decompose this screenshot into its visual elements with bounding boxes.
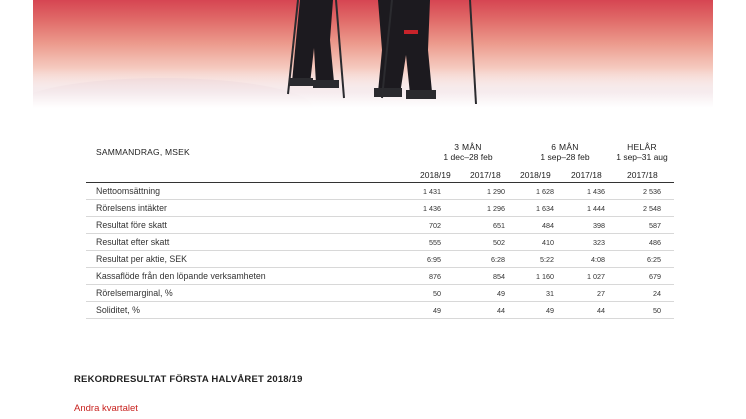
row-value: 323 [593,238,605,247]
group-range: 1 dec–28 feb [443,152,493,162]
row-value: 50 [433,289,441,298]
row-value: 1 436 [587,187,605,196]
row-divider [86,318,674,319]
row-value: 679 [649,272,661,281]
row-value: 1 290 [487,187,505,196]
group-header-6man [532,142,598,162]
table-row [86,234,674,251]
row-label: Kassaflöde från den löpande verksamheten [96,271,266,281]
row-value: 2 536 [643,187,661,196]
group-label: HELÅR [627,142,657,152]
year-header: 2018/19 [420,170,451,180]
year-header: 2017/18 [627,170,658,180]
group-header-helar [610,142,674,162]
table-title: SAMMANDRAG, MSEK [96,147,190,157]
row-value: 702 [429,221,441,230]
row-value: 2 548 [643,204,661,213]
row-value: 1 296 [487,204,505,213]
row-value: 555 [429,238,441,247]
row-value: 484 [542,221,554,230]
row-value: 6:95 [427,255,441,264]
row-value: 1 444 [587,204,605,213]
row-value: 398 [593,221,605,230]
row-label: Rörelsemarginal, % [96,288,173,298]
row-value: 27 [597,289,605,298]
row-value: 49 [433,306,441,315]
pole-right-2 [470,0,476,104]
row-value: 502 [493,238,505,247]
section-subtitle: Andra kvartalet [74,403,138,414]
group-header-3man [432,142,504,162]
row-value: 44 [497,306,505,315]
group-range: 1 sep–31 aug [616,152,668,162]
table-row [86,285,674,302]
year-header: 2018/19 [520,170,551,180]
row-value: 1 628 [536,187,554,196]
table-row [86,183,674,200]
group-label: 6 MÅN [551,142,579,152]
row-label: Resultat efter skatt [96,237,170,247]
row-value: 876 [429,272,441,281]
row-label: Resultat per aktie, SEK [96,254,187,264]
row-value: 1 431 [423,187,441,196]
table-row [86,268,674,285]
row-value: 44 [597,306,605,315]
row-value: 587 [649,221,661,230]
row-value: 1 634 [536,204,554,213]
section-title: REKORDRESULTAT FÖRSTA HALVÅRET 2018/19 [74,374,303,385]
row-value: 486 [649,238,661,247]
row-value: 6:28 [491,255,505,264]
row-value: 410 [542,238,554,247]
row-value: 1 160 [536,272,554,281]
row-value: 5:22 [540,255,554,264]
table-row [86,251,674,268]
row-value: 1 027 [587,272,605,281]
group-label: 3 MÅN [454,142,482,152]
snowshoe-hikers-illustration [0,0,746,110]
table-row [86,302,674,319]
row-label: Nettoomsättning [96,186,161,196]
row-value: 31 [546,289,554,298]
year-header: 2017/18 [470,170,501,180]
table-row [86,200,674,217]
group-range: 1 sep–28 feb [540,152,590,162]
row-value: 49 [497,289,505,298]
row-value: 50 [653,306,661,315]
row-label: Rörelsens intäkter [96,203,167,213]
row-value: 854 [493,272,505,281]
row-value: 4:08 [591,255,605,264]
row-value: 24 [653,289,661,298]
year-header: 2017/18 [571,170,602,180]
row-label: Soliditet, % [96,305,141,315]
table-row [86,217,674,234]
row-value: 651 [493,221,505,230]
row-value: 49 [546,306,554,315]
row-label: Resultat före skatt [96,220,167,230]
row-value: 6:25 [647,255,661,264]
row-value: 1 436 [423,204,441,213]
